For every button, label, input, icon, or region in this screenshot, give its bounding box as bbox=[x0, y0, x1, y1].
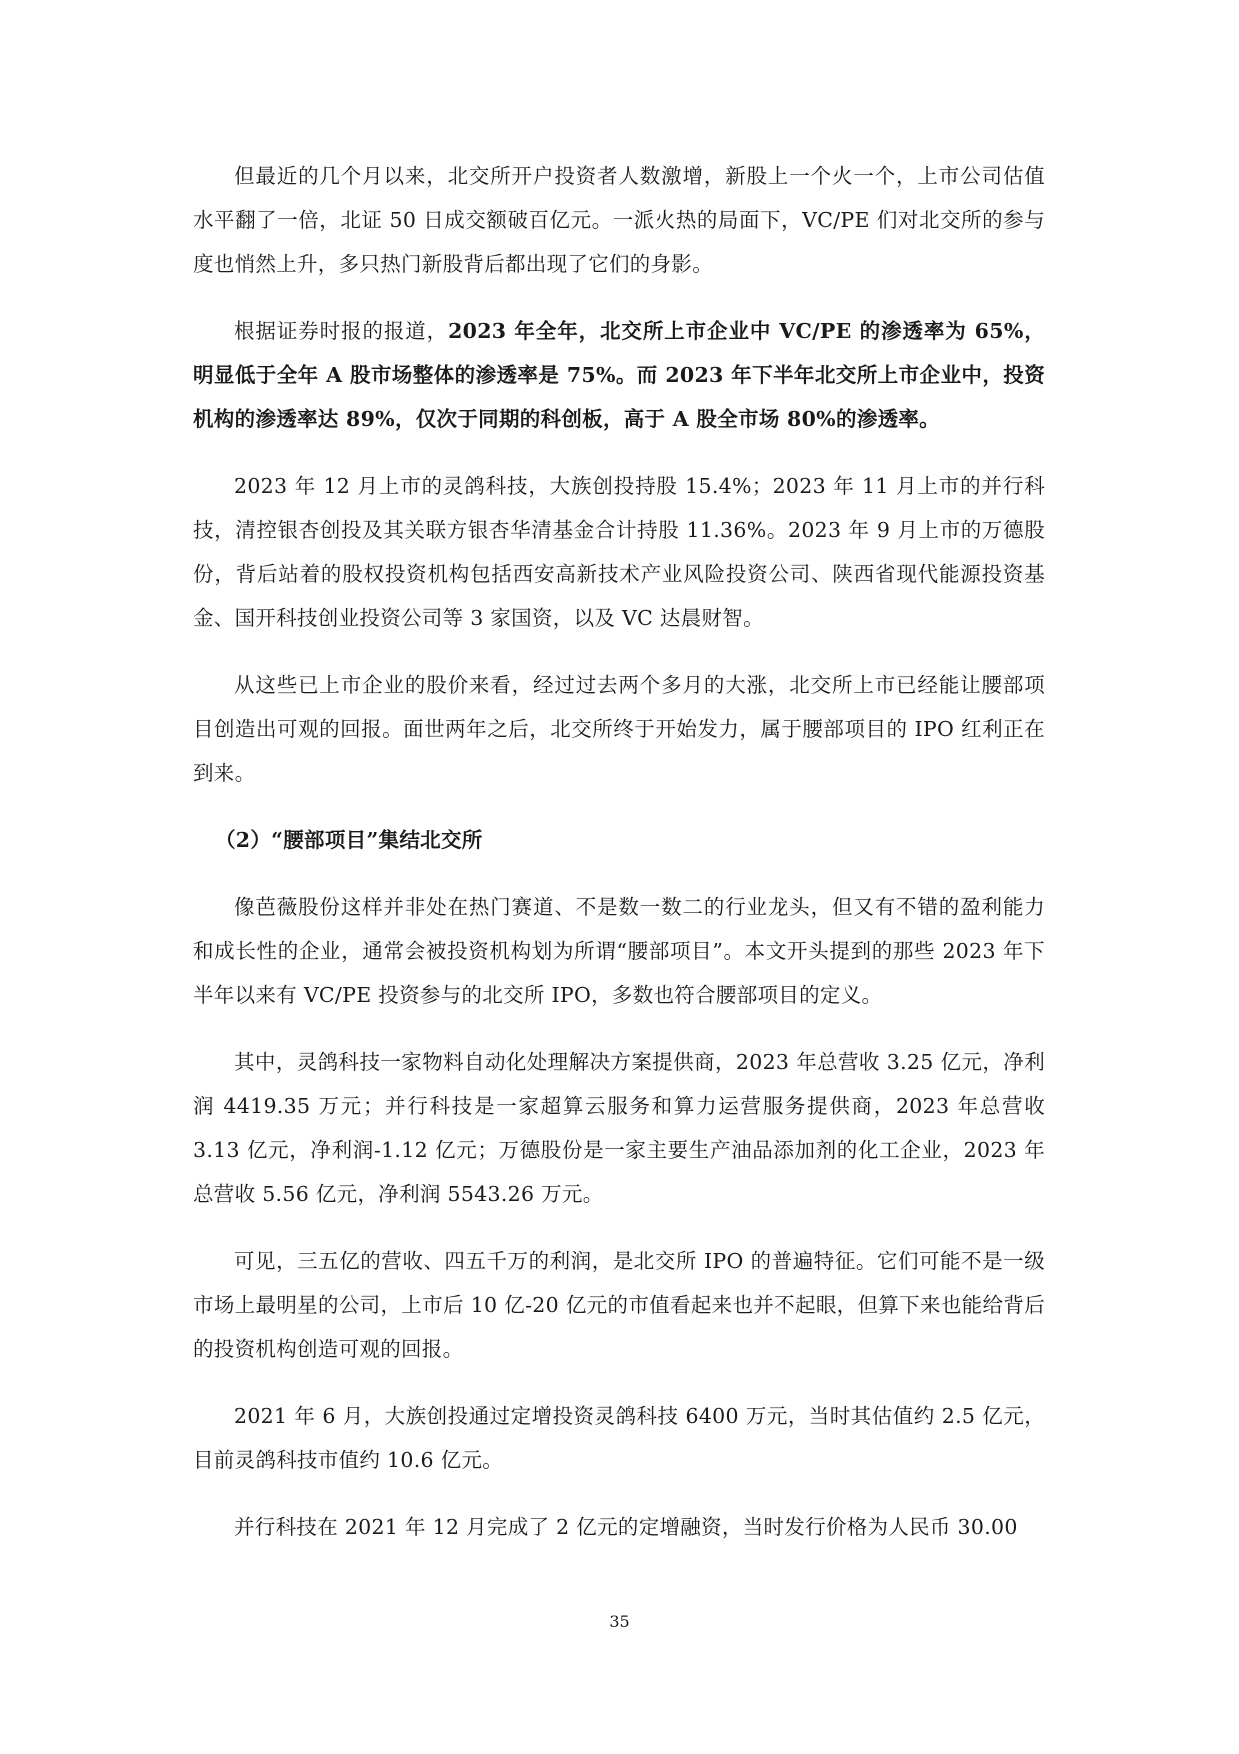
document-body bbox=[193, 154, 1045, 1572]
paragraph-2-bold: 2023 年全年，北交所上市企业中 VC/PE 的渗透率为 65%，明显低于全年 A 股市场整体的渗透率是 75%。而 2023 年下半年北交所上市企业中，投资机构的渗透率达 89%，仅次于同期的科创板，高于 A 股全市场 80%的渗透率。 bbox=[193, 319, 1045, 431]
paragraph-3: 2023 年 12 月上市的灵鸽科技，大族创投持股 15.4%；2023 年 11 月上市的并行科技，清控银杏创投及其关联方银杏华清基金合计持股 11.36%。2023 年 9 月上市的万德股份，背后站着的股权投资机构包括西安高新技术产业风险投资公司、陕西省现代能源投资基金、国开科技创业投资公司等 3 家国资，以及 VC 达晨财智。 bbox=[193, 474, 1045, 630]
paragraph-9: 并行科技在 2021 年 12 月完成了 2 亿元的定增融资，当时发行价格为人民币 30.00 bbox=[234, 1515, 1018, 1539]
paragraph-8: 2021 年 6 月，大族创投通过定增投资灵鸽科技 6400 万元，当时其估值约 2.5 亿元，目前灵鸽科技市值约 10.6 亿元。 bbox=[193, 1404, 1045, 1472]
paragraph-5: 像芭薇股份这样并非处在热门赛道、不是数一数二的行业龙头，但又有不错的盈利能力和成长性的企业，通常会被投资机构划为所谓“腰部项目”。本文开头提到的那些 2023 年下半年以来有 VC/PE 投资参与的北交所 IPO，多数也符合腰部项目的定义。 bbox=[193, 895, 1045, 1007]
page-number: 35 bbox=[609, 1612, 630, 1631]
paragraph-7: 可见，三五亿的营收、四五千万的利润，是北交所 IPO 的普遍特征。它们可能不是一级市场上最明星的公司，上市后 10 亿-20 亿元的市值看起来也并不起眼，但算下来也能给背后的投资机构创造可观的回报。 bbox=[193, 1249, 1045, 1361]
section-heading: （2）“腰部项目”集结北交所 bbox=[215, 828, 483, 852]
paragraph-4: 从这些已上市企业的股价来看，经过过去两个多月的大涨，北交所上市已经能让腰部项目创造出可观的回报。面世两年之后，北交所终于开始发力，属于腰部项目的 IPO 红利正在到来。 bbox=[193, 673, 1045, 785]
paragraph-2-lead: 根据证券时报的报道， bbox=[234, 319, 449, 343]
paragraph-1: 但最近的几个月以来，北交所开户投资者人数激增，新股上一个火一个，上市公司估值水平翻了一倍，北证 50 日成交额破百亿元。一派火热的局面下，VC/PE 们对北交所的参与度也悄然上升，多只热门新股背后都出现了它们的身影。 bbox=[193, 164, 1045, 276]
paragraph-6: 其中，灵鸽科技一家物料自动化处理解决方案提供商，2023 年总营收 3.25 亿元，净利润 4419.35 万元；并行科技是一家超算云服务和算力运营服务提供商，2023 年总营收 3.13 亿元，净利润-1.12 亿元；万德股份是一家主要生产油品添加剂的化工企业，2023 年总营收 5.56 亿元，净利润 5543.26 万元。 bbox=[193, 1050, 1045, 1206]
paragraph-2 bbox=[193, 309, 1045, 441]
